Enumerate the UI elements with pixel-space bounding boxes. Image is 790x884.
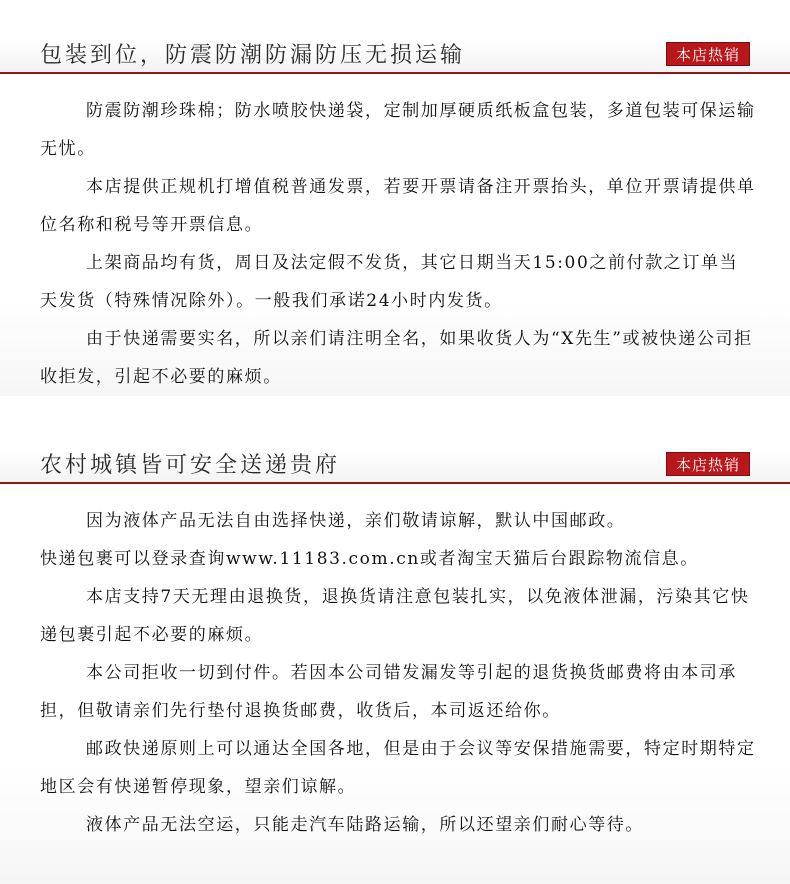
paragraph-invoice: 本店提供正规机打增值税普通发票，若要开票请备注开票抬头，单位开票请提供单位名称和税号等开票信息。 — [40, 177, 756, 235]
section-body — [0, 484, 790, 884]
hot-sale-badge[interactable]: 本店热销 — [666, 42, 750, 66]
delivery-section — [0, 410, 790, 884]
hot-sale-badge[interactable]: 本店热销 — [666, 452, 750, 476]
section-body — [0, 74, 790, 396]
paragraph-real-name: 由于快递需要实名，所以亲们请注明全名，如果收货人为“X先生”或被快递公司拒收拒发，引起不必要的麻烦。 — [40, 329, 753, 387]
paragraph-cod-refusal: 本公司拒收一切到付件。若因本公司错发漏发等引起的退货换货邮费将由本司承担，但敬请亲们先行垫付退换货邮费，收货后，本司返还给你。 — [40, 663, 737, 721]
section-header — [0, 410, 790, 484]
paragraph-transport: 液体产品无法空运，只能走汽车陆路运输，所以还望亲们耐心等待。 — [86, 815, 644, 835]
packaging-section — [0, 0, 790, 396]
paragraph-coverage: 邮政快递原则上可以通达全国各地，但是由于会议等安保措施需要，特定时期特定地区会有快递暂停现象，望亲们谅解。 — [40, 739, 756, 797]
paragraph-tracking: 快递包裹可以登录查询www.11183.com.cn或者淘宝天猫后台跟踪物流信息。 — [40, 549, 699, 569]
paragraph-returns: 本店支持7天无理由退换货，退换货请注意包装扎实，以免液体泄漏，污染其它快递包裹引起不必要的麻烦。 — [40, 587, 750, 645]
paragraph-packaging: 防震防潮珍珠棉；防水喷胶快递袋，定制加厚硬质纸板盒包装，多道包装可保运输无忧。 — [40, 101, 756, 159]
paragraph-shipping-time: 上架商品均有货，周日及法定假不发货，其它日期当天15:00之前付款之订单当天发货（特殊情况除外）。一般我们承诺24小时内发货。 — [40, 253, 739, 311]
paragraph-courier: 因为液体产品无法自由选择快递，亲们敬请谅解，默认中国邮政。 — [86, 511, 626, 531]
section-title: 农村城镇皆可安全送递贵府 — [40, 453, 341, 478]
section-header — [0, 0, 790, 74]
section-title: 包装到位，防震防潮防漏防压无损运输 — [40, 43, 466, 68]
